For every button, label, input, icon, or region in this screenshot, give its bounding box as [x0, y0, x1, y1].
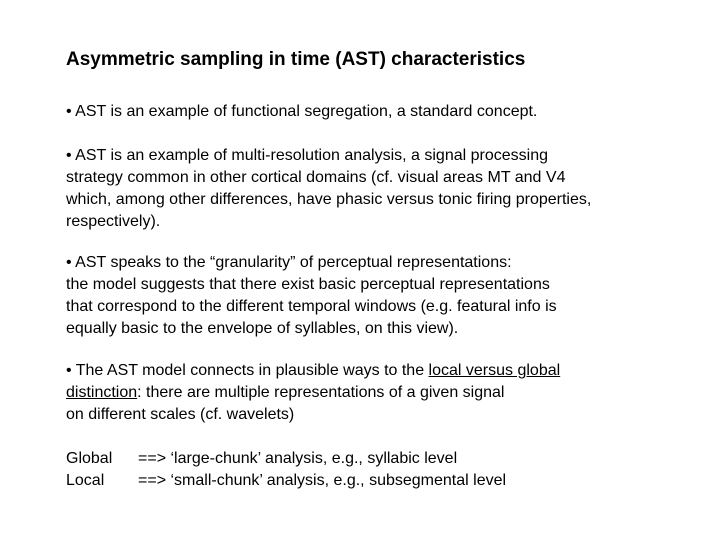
bullet-granularity [66, 252, 686, 340]
level-row-global [66, 448, 506, 470]
level-row-local [66, 470, 506, 492]
bullet-text: : there are multiple representations of a given signal [137, 384, 505, 401]
bullet-line: • AST is an example of multi-resolution analysis, a signal processing [66, 147, 548, 164]
bullet-line: strategy common in other cortical domains (cf. visual areas MT and V4 [66, 169, 566, 186]
bullet-line: equally basic to the envelope of syllables, on this view). [66, 320, 459, 337]
underlined-term: local versus global [428, 362, 561, 379]
bullet-line: • AST speaks to the “granularity” of perceptual representations: [66, 254, 512, 271]
bullet-line: the model suggests that there exist basic perceptual representations [66, 276, 550, 293]
bullet-local-global [66, 360, 686, 426]
bullet-line: on different scales (cf. wavelets) [66, 406, 295, 423]
bullet-line [66, 382, 686, 404]
bullet-functional-segregation [66, 101, 686, 123]
bullet-line: • AST is an example of functional segregation, a standard concept. [66, 103, 538, 120]
slide-title: Asymmetric sampling in time (AST) characteristics [66, 49, 526, 70]
level-term: Local [66, 472, 105, 489]
bullet-line: which, among other differences, have phasic versus tonic firing properties, [66, 191, 592, 208]
underlined-term: distinction [66, 384, 138, 401]
bullet-line [66, 360, 686, 382]
level-term: Global [66, 450, 113, 467]
bullet-line: that correspond to the different temporal windows (e.g. featural info is [66, 298, 557, 315]
bullet-multi-resolution [66, 145, 686, 233]
bullet-line: respectively). [66, 213, 161, 230]
bullet-text: • The AST model connects in plausible ways to the [66, 362, 429, 379]
level-description: ==> ‘small-chunk’ analysis, e.g., subsegmental level [138, 472, 507, 489]
level-description: ==> ‘large-chunk’ analysis, e.g., syllabic level [138, 450, 458, 467]
level-list [66, 448, 506, 492]
